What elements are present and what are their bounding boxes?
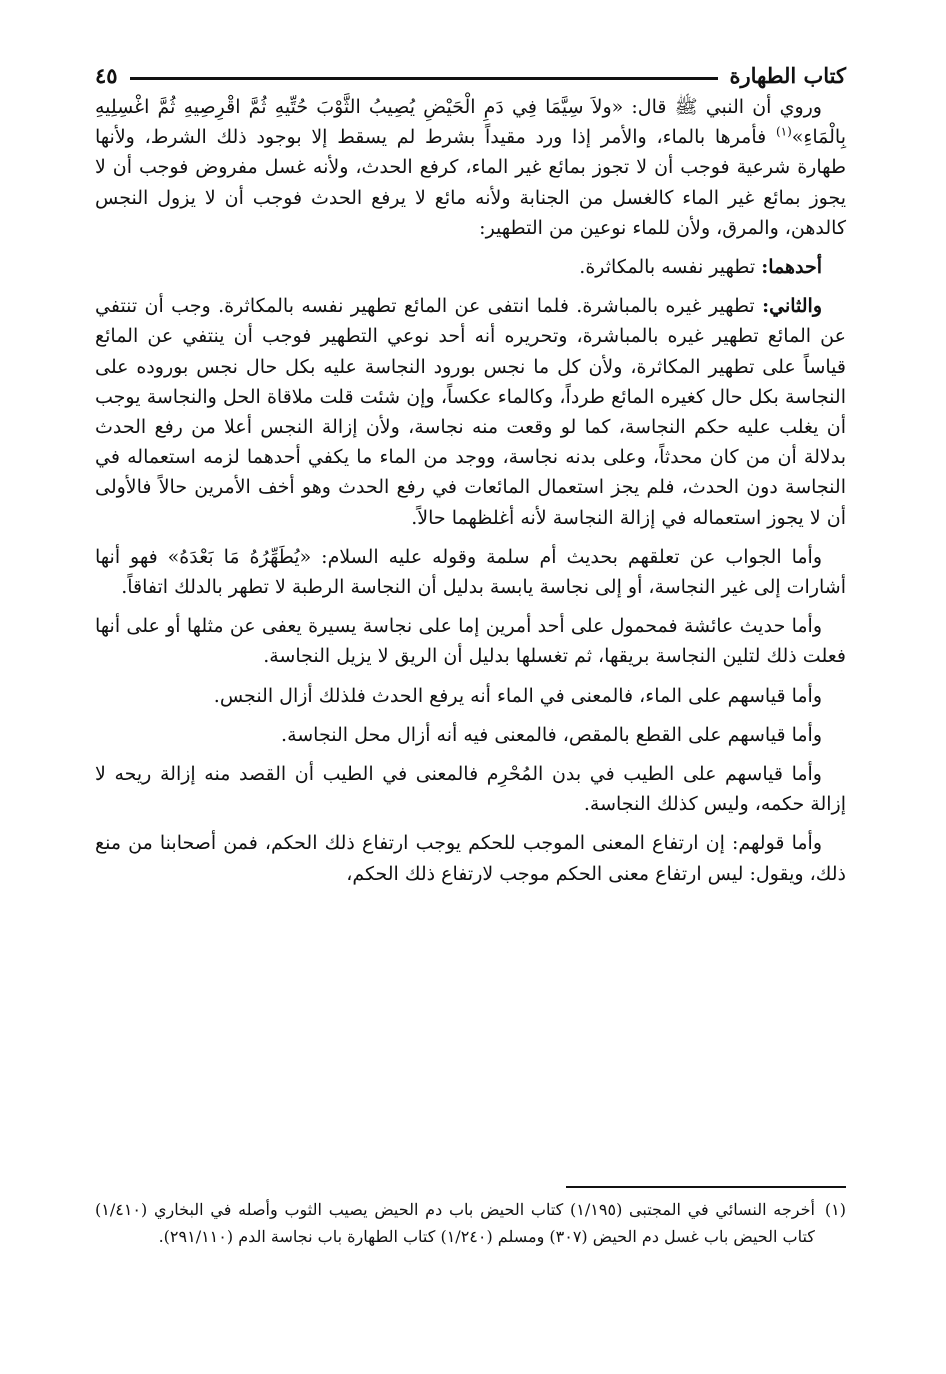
paragraph-text: تطهير غيره بالمباشرة. فلما انتفى عن المائع تطهير نفسه بالمكاثرة. وجب أن تنتفي عن المائع تطهير غيره بالمباشرة، وتحريره أنه أحد نوعي التطهير فوجب أن ينتفي عن المائع قياساً على تطهير المكاثرة، ولأن كل ما نجس بورود النجاسة عليه بكل حال نجس بوروده على النجاسة بكل حال كغيره المائع طرداً، وكالماء عكساً، وإن شئت قلت ملاقاة الحل والنجاسة يوجب أن يغلب عليه حكم النجاسة، كما لو وقعت منه نجاسة، ولأن إزالة النجس أعلا من رفع الحدث بدلالة أن من كان محدثاً، وعلى بدنه نجاسة، ووجد من الماء ما يكفي أحدهما لزمه استعماله في النجاسة دون الحدث، فلم يجز استعمال المائعات في رفع الحدث وهو أخف الأمرين حالاً فالأولى أن لا يجوز استعماله في إزالة النجاسة لأنه أغلظهما حالاً.: [95, 295, 846, 529]
paragraph-lead: والثاني:: [762, 295, 822, 318]
paragraph-text: وأما قياسهم على القطع بالمقص، فالمعنى فيه أنه أزال محل النجاسة.: [281, 723, 822, 746]
footnote-number: (١): [824, 1200, 846, 1219]
paragraph-7: [95, 720, 846, 750]
paragraph-1: [95, 92, 846, 243]
paragraph-text: وروي أن النبي ﷺ قال: «ولاَ سِيَّمَا فِي دَمِ الْحَيْضِ يُصِيبُ الثَّوْبَ حُتِّيهِ ثُمَّ اقْرِصِيهِ ثُمَّ اغْسِلِيهِ بِالْمَاءِ»: [95, 96, 846, 149]
paragraph-4: [95, 542, 846, 602]
paragraph-text: وأما قولهم: إن ارتفاع المعنى الموجب للحكم يوجب ارتفاع ذلك الحكم، فمن أصحابنا من منع ذلك، ويقول: ليس ارتفاع معنى الحكم موجب لارتفاع ذلك الحكم،: [95, 832, 846, 885]
footnote-reference: (١): [775, 124, 792, 139]
paragraph-5: [95, 611, 846, 671]
paragraph-3: [95, 291, 846, 533]
footnote: [95, 1196, 846, 1250]
paragraph-text: وأما قياسهم على الطيب في بدن المُحْرِم فالمعنى في الطيب أن القصد منه إزالة ريحه لا إزالة حكمه، وليس كذلك النجاسة.: [95, 763, 846, 816]
paragraph-lead: أحدهما:: [761, 256, 822, 279]
paragraph-8: [95, 759, 846, 819]
paragraph-text: تطهير نفسه بالمكاثرة.: [579, 256, 762, 279]
header-rule: [130, 77, 718, 80]
page-number: ٤٥: [95, 62, 118, 88]
chapter-title: كتاب الطهارة: [729, 62, 846, 88]
footnote-text: أخرجه النسائي في المجتبى (١/١٩٥) كتاب الحيض باب دم الحيض يصيب الثوب وأصله في البخاري (١/٤١٠) كتاب الحيض باب غسل دم الحيض (٣٠٧) ومسلم (١/٢٤٠) كتاب الطهارة باب نجاسة الدم (٢٩١/١١٠).: [95, 1200, 815, 1246]
paragraph-text: وأما حديث عائشة فمحمول على أحد أمرين إما على نجاسة يسيرة يعفى عن مثلها أو على أنها فعلت ذلك لتلين النجاسة بريقها، ثم تغسلها بدليل أن الريق لا يزيل النجاسة.: [95, 615, 846, 668]
running-header: [95, 58, 846, 92]
main-text: [95, 92, 846, 898]
paragraph-2: [95, 252, 846, 282]
paragraph-text: وأما الجواب عن تعلقهم بحديث أم سلمة وقوله عليه السلام: «يُطَهِّرُهُ مَا بَعْدَهُ» فهو أنها أشارات إلى غير النجاسة، أو إلى نجاسة يابسة بدليل أن النجاسة الرطبة لا تطهر بالدلك اتفاقاً.: [95, 545, 846, 599]
paragraph-text: وأما قياسهم على الماء، فالمعنى في الماء أنه يرفع الحدث فلذلك أزال النجس.: [213, 684, 822, 707]
paragraph-text-continued: فأمرها بالماء، والأمر إذا ورد مقيداً بشرط لم يسقط إلا بوجود ذلك الشرط، ولأنها طهارة شرعية فوجب أن لا تجوز بمائع غير الماء، كرفع الحدث، ولأنه غسل مفروض فوجب أن لا يجوز بمائع غير الماء كالغسل من الجنابة ولأنه مائع لا يرفع الحدث فوجب أن لا يزول النجس كالدهن، والمرق، ولأن للماء نوعين من التطهير:: [95, 126, 846, 239]
footnote-separator: [566, 1186, 846, 1188]
paragraph-6: [95, 681, 846, 711]
paragraph-9: [95, 828, 846, 888]
